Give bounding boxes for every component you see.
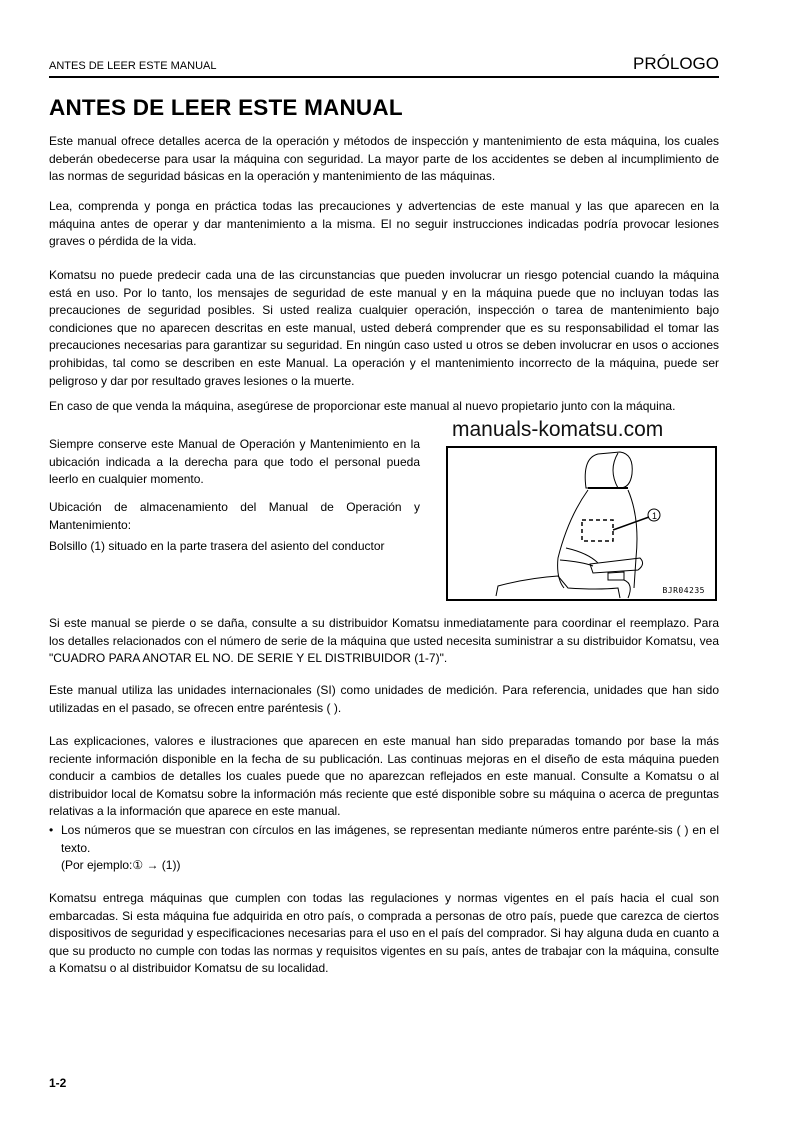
page-number: 1-2	[49, 1076, 67, 1090]
figure-code: BJR04235	[662, 586, 705, 595]
paragraph: Lea, comprenda y ponga en práctica todas las precauciones y advertencias de este manual y las que aparecen en la máquina antes de operar y dar mantenimiento a la misma. El no seguir instrucciones indicadas podría provocar lesiones graves o pérdida de la vida.	[49, 199, 719, 249]
paragraph: Komatsu no puede predecir cada una de las circunstancias que pueden involucrar un riesgo potencial cuando la máquina está en uso. Por lo tanto, los mensajes de seguridad de este manual y en la máquina puede que no incluyan todas las precauciones de seguridad posibles. Si usted realiza cualquier operación, inspección o tarea de mantenimiento bajo condiciones que no aparecen descritas en este manual, usted deberá comprender que es su responsabilidad el tomar las precauciones necesarias para garantizar su seguridad. En ningún caso usted u otros se deben involucrar en usos o acciones prohibidas, tal como se describen en este Manual. La operación y el mantenimiento incorrecto de la máquina, puede ser peligroso y dar por resultado graves lesiones o la muerte.	[49, 268, 719, 388]
running-header-chapter: PRÓLOGO	[633, 54, 719, 73]
paragraph: Si este manual se pierde o se daña, consulte a su distribuidor Komatsu inmediatamente para coordinar el reemplazo. Para los detalles relacionados con el número de serie de la máquina que usted necesita suministrar a su distribuidor Komatsu, vea "CUADRO PARA ANOTAR EL NO. DE SERIE Y EL DISTRIBUIDOR (1-7)".	[49, 616, 719, 666]
paragraph: Este manual ofrece detalles acerca de la operación y métodos de inspección y mantenimiento de esta máquina, los cuales deberán obedecerse para usar la máquina con seguridad. La mayor parte de los accidentes se deben al incumplimiento de las normas de seguridad básicas en la operación y mantenimiento de las máquinas.	[49, 134, 719, 184]
bullet-mark: •	[49, 823, 54, 837]
figure-callout: 1	[652, 511, 658, 521]
storage-location-value: Bolsillo (1) situado en la parte trasera del asiento del conductor	[49, 539, 385, 553]
bullet-text: Los números que se muestran con círculos en las imágenes, se representan mediante números entre parénte-sis ( ) en el texto.	[61, 823, 719, 855]
storage-location-label: Ubicación de almacenamiento del Manual de Operación y Mantenimiento:	[49, 500, 420, 532]
operator-seat-illustration-icon	[448, 448, 715, 599]
storage-note: Siempre conserve este Manual de Operación y Mantenimiento en la ubicación indicada a la derecha para que todo el personal pueda leerlo en cualquier momento.	[49, 437, 420, 487]
paragraph: Las explicaciones, valores e ilustraciones que aparecen en este manual han sido preparadas tomando por base la más reciente información disponible en la fecha de su publicación. Las continuas mejoras en el diseño de esta máquina pueden conducir a cambios de detalles los cuales puede que no aparezcan reflejados en este manual. Consulte a Komatsu o al distribuidor local de Komatsu sobre la información más reciente que esté disponible sobre su máquina o acerca de preguntas relativas a la información que aparece en este manual.	[49, 734, 719, 819]
paragraph: Este manual utiliza las unidades internacionales (SI) como unidades de medición. Para referencia, unidades que han sido utilizadas en el pasado, se ofrecen entre paréntesis ( ).	[49, 683, 719, 715]
seat-figure	[446, 446, 717, 601]
bullet-note	[49, 822, 719, 875]
watermark: manuals-komatsu.com	[452, 418, 664, 441]
running-header-section: ANTES DE LEER ESTE MANUAL	[49, 60, 217, 72]
paragraph: En caso de que venda la máquina, asegúrese de proporcionar este manual al nuevo propietario junto con la máquina.	[49, 399, 676, 413]
bullet-example: (Por ejemplo:① → (1))	[61, 858, 181, 873]
paragraph: Komatsu entrega máquinas que cumplen con todas las regulaciones y normas vigentes en el país hacia el cual son embarcadas. Si esta máquina fue adquirida en otro país, o comprada a personas de otro país, puede que carezca de ciertos dispositivos de seguridad y especificaciones necesarias para el uso en el país del comprador. Si hay alguna duda en cuanto a que su producto no cumple con todas las normas y requisitos vigentes en su país, antes de trabajar con la máquina, consulte a Komatsu o al distribuidor Komatsu de su localidad.	[49, 891, 719, 976]
header-rule	[49, 76, 719, 78]
page-title: ANTES DE LEER ESTE MANUAL	[49, 95, 403, 120]
